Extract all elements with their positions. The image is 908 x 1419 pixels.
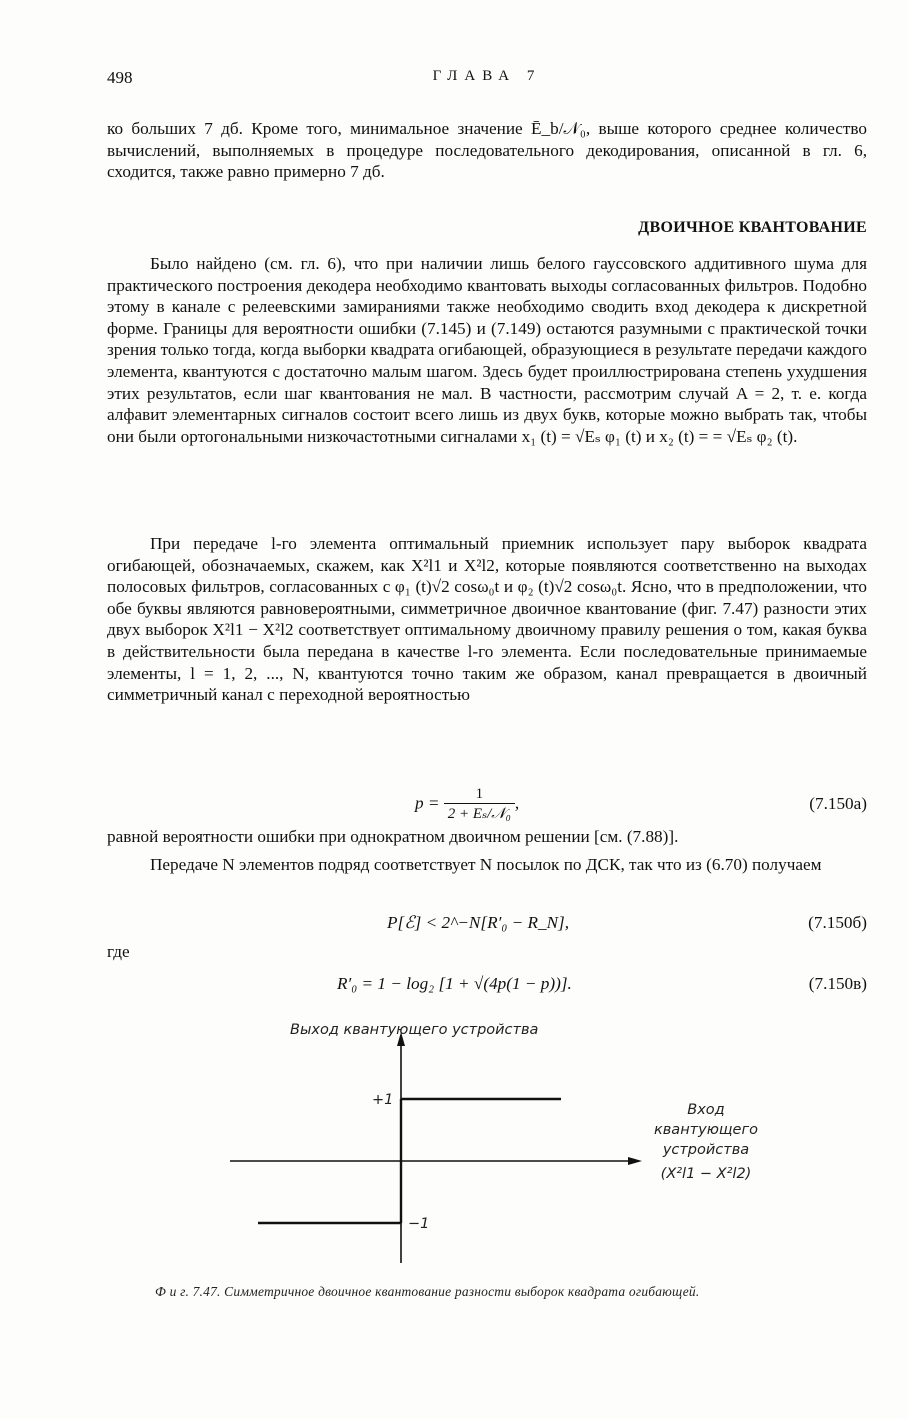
x-axis-label-line-3: устройства <box>662 1142 750 1158</box>
paragraph-5: Передаче N элементов подряд соответствует N посылок по ДСК, так что из (6.70) получаем <box>150 855 822 874</box>
x-axis-label-line-1: Вход <box>687 1102 725 1118</box>
quantizer-figure <box>228 1018 788 1268</box>
paragraph-3: При передаче l-го элемента оптимальный приемник использует пару выборок квадрата огибающей, обозначаемых, скажем, как X²l1 и X²l2, которые появляются соответственно на выходах полосовых фильтров, согласованных с φ₁ (t)√2 cosω₀t и φ₂ (t)√2 cosω₀t. Ясно, что в предположении, что обе буквы являются равновероятными, симметричное двоичное квантование (фиг. 7.47) разности этих двух выборок X²l1 − X²l2 соответствует оптимальному двоичному правилу решения о том, какая буква в действительности была передана в качестве l-го элемента. Если последовательные принимаемые элементы, l = 1, 2, ..., N, квантуются точно таким же образом, канал превращается в двоичный симметричный канал с переходной вероятностью <box>107 534 867 705</box>
chapter-title: ГЛАВА 7 <box>432 68 542 84</box>
figure-caption: Ф и г. 7.47. Симметричное двоичное квантование разности выборок квадрата огибающей. <box>155 1284 700 1299</box>
equation-number: (7.150в) <box>808 974 867 993</box>
fraction-numerator: 1 <box>444 786 515 804</box>
equation-7-150a <box>107 786 867 826</box>
equation-7-150b <box>107 913 867 937</box>
equation-body <box>415 786 519 823</box>
paragraph-4: равной вероятности ошибки при однократном двоичном решении [см. (7.88)]. <box>107 827 679 846</box>
equation-number: (7.150б) <box>808 913 867 932</box>
x-axis-arrow <box>628 1157 642 1165</box>
equation-lhs: p = <box>415 793 440 813</box>
section-title: ДВОИЧНОЕ КВАНТОВАНИЕ <box>638 219 867 236</box>
page-header <box>107 68 867 92</box>
plus-one-tick: +1 <box>372 1092 394 1108</box>
equation-body: R′₀ = 1 − log₂ [1 + √(4p(1 − p))]. <box>337 974 572 993</box>
page-number: 498 <box>107 68 133 87</box>
fraction-denominator: 2 + Eₛ/𝒩₀ <box>447 806 511 822</box>
x-axis-label-line-2: квантующего <box>654 1122 758 1138</box>
where-word: где <box>107 942 130 961</box>
x-axis-label-line-4: (X²l1 − X²l2) <box>660 1166 752 1182</box>
equation-number: (7.150а) <box>809 794 867 813</box>
y-axis-label: Выход квантующего устройства <box>290 1022 539 1038</box>
fraction <box>444 786 515 823</box>
equation-body: P[ℰ] < 2^−N[R′₀ − R_N], <box>387 913 570 932</box>
paragraph-2: Было найдено (см. гл. 6), что при наличии лишь белого гауссовского аддитивного шума для практического построения декодера необходимо квантовать выходы согласованных фильтров. Подобно этому в канале с релеевскими замираниями также необходимо сводить вход декодера к дискретной форме. Границы для вероятности ошибки (7.145) и (7.149) остаются разумными с практической точки зрения только тогда, когда выборки квадрата огибающей, образующиеся в результате передачи каждого элемента, квантуются с достаточно малым шагом. Здесь будет проиллюстрирована степень ухудшения этих результатов, если шаг квантования не мал. В частности, рассмотрим случай A = 2, т. е. когда алфавит элементарных сигналов состоит всего лишь из двух букв, которые можно выбрать так, чтобы они были ортогональными низкочастотными сигналами x₁ (t) = √Eₛ φ₁ (t) и x₂ (t) = = √Eₛ φ₂ (t). <box>107 254 867 446</box>
equation-7-150c <box>107 974 867 998</box>
paragraph-1: ко больших 7 дб. Кроме того, минимальное значение Ē_b/𝒩₀, выше которого среднее количество вычислений, выполняемых в процедуре последовательного декодирования, описанной в гл. 6, сходится, также равно примерно 7 дб. <box>107 119 867 182</box>
equation-tail: , <box>514 793 520 813</box>
minus-one-tick: −1 <box>408 1216 430 1232</box>
